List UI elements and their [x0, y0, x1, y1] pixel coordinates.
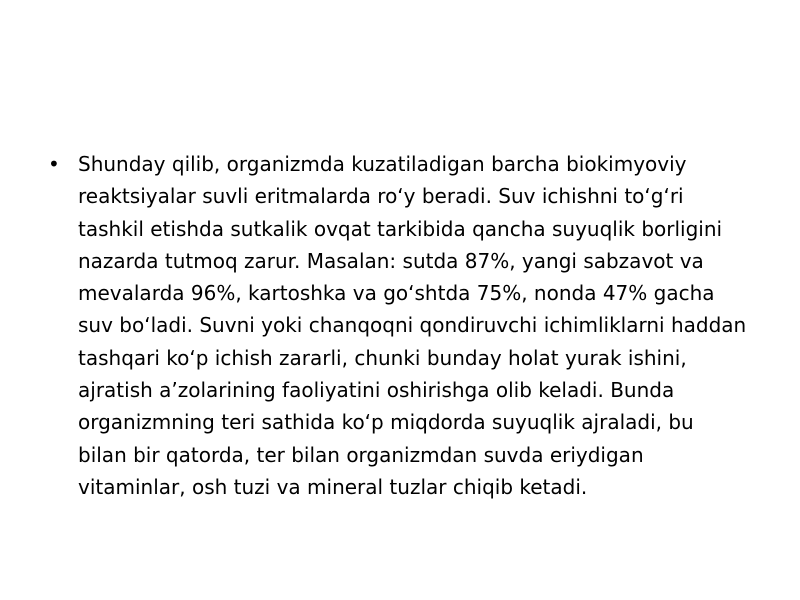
bullet-marker: • — [48, 152, 60, 176]
slide-content — [48, 148, 748, 503]
bullet-item — [48, 148, 748, 503]
bullet-list — [48, 148, 748, 503]
bullet-text: Shunday qilib, organizmda kuzatiladigan barcha biokimyoviy reaktsiyalar suvli eritmalarda ro‘y beradi. Suv ichishni to‘g‘ri tashkil etishda sutkalik ovqat tarkibida qancha suyuqlik borligini nazarda tutmoq zarur. Masalan: sutda 87%, yangi sabzavot va mevalarda 96%, kartoshka va go‘shtda 75%, nonda 47% gacha suv bo‘ladi. Suvni yoki chanqoqni qondiruvchi ichimliklarni haddan tashqari ko‘p ichish zararli, chunki bunday holat yurak ishini, ajratish a’zolarining faoliyatini oshirishga olib keladi. Bunda organizmning teri sathida ko‘p miqdorda suyuqlik ajraladi, bu bilan bir qatorda, ter bilan organizmdan suvda eriydigan vitaminlar, osh tuzi va mineral tuzlar chiqib ketadi. — [78, 152, 747, 499]
